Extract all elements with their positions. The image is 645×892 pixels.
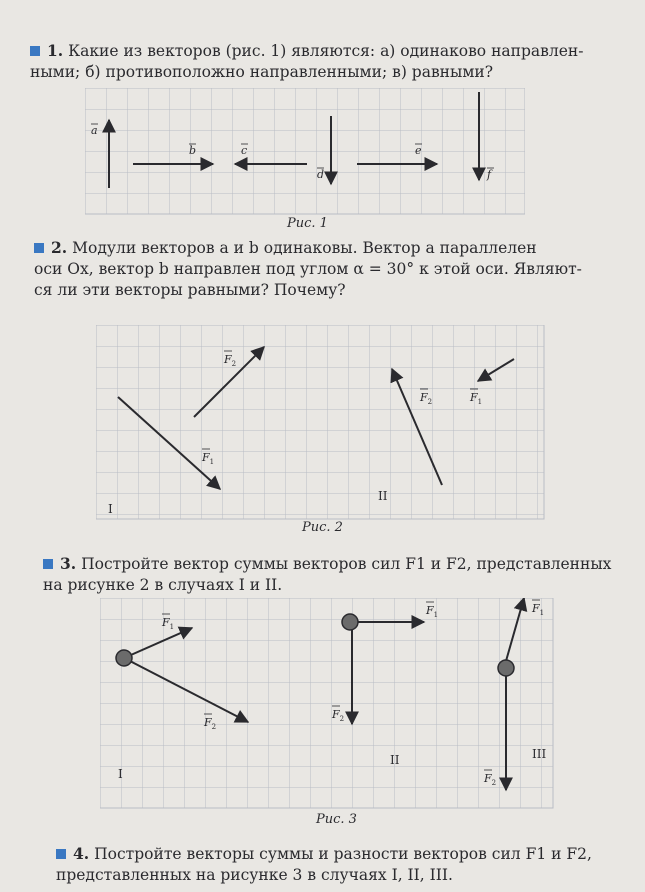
figure-3 — [100, 598, 555, 810]
svg-text:F2: $F_2$ — [332, 708, 345, 723]
figure-3-caption: Рис. 3 — [316, 812, 357, 827]
fig2-case-1-label: I — [108, 502, 113, 516]
svg-text:F2: $F_2$ — [204, 716, 217, 731]
task-marker — [56, 849, 66, 859]
task-number: 4. — [73, 844, 90, 863]
task-number: 1. — [47, 41, 64, 60]
label-d: d — [317, 168, 325, 181]
task-2-line-1: Модули векторов a и b одинаковы. Вектор a параллелен — [72, 239, 537, 257]
label-e: e — [415, 144, 422, 157]
task-2-text — [34, 237, 634, 301]
svg-text:F1: $F_1$ — [162, 616, 175, 631]
fig3-case3-body — [498, 660, 514, 676]
task-1-line-2: ными; б) противоположно направленными; в) равными? — [30, 63, 494, 81]
fig3-case-1-label: I — [118, 767, 123, 781]
figure-2-caption: Рис. 2 — [302, 520, 343, 535]
task-marker — [34, 243, 44, 253]
task-1-line-1: Какие из векторов (рис. 1) являются: а) одинаково направлен- — [68, 42, 584, 60]
fig3-case-3-label: III — [532, 747, 547, 761]
svg-text:F1: $F_1$ — [532, 602, 545, 617]
label-f: f — [487, 168, 492, 181]
svg-text:F2: $F_2$ — [224, 353, 237, 368]
label-b: b — [189, 144, 197, 157]
task-1-text — [30, 40, 630, 83]
svg-text:F1: $F_1$ — [202, 451, 215, 466]
task-marker — [43, 559, 53, 569]
svg-text:F2: $F_2$ — [420, 391, 433, 406]
label-a: a — [91, 124, 98, 137]
task-3-line-1: Постройте вектор суммы векторов сил F1 и F2, представленных — [81, 555, 612, 573]
figure-2 — [96, 325, 546, 521]
svg-text:F1: $F_1$ — [470, 391, 483, 406]
task-4-line-1: Постройте векторы суммы и разности векторов сил F1 и F2, — [94, 845, 592, 863]
task-number: 2. — [51, 238, 68, 257]
task-marker — [30, 46, 40, 56]
figure-1-caption: Рис. 1 — [287, 216, 328, 231]
task-4-line-2: представленных на рисунке 3 в случаях I, II, III. — [56, 866, 453, 884]
task-3-text — [43, 553, 633, 596]
task-number: 3. — [60, 554, 77, 573]
fig3-case1-body — [116, 650, 132, 666]
figure-1 — [85, 88, 525, 216]
fig3-case-2-label: II — [390, 753, 400, 767]
fig3-case2-body — [342, 614, 358, 630]
svg-text:F2: $F_2$ — [484, 772, 497, 787]
label-c: c — [241, 144, 248, 157]
task-2-line-3: ся ли эти векторы равными? Почему? — [34, 281, 346, 299]
fig2-case-2-label: II — [378, 489, 388, 503]
task-3-line-2: на рисунке 2 в случаях I и II. — [43, 576, 283, 594]
svg-text:F1: $F_1$ — [426, 604, 439, 619]
task-2-line-2: оси Ox, вектор b направлен под углом α = 30° к этой оси. Являют- — [34, 260, 582, 278]
task-4-text — [56, 843, 636, 886]
